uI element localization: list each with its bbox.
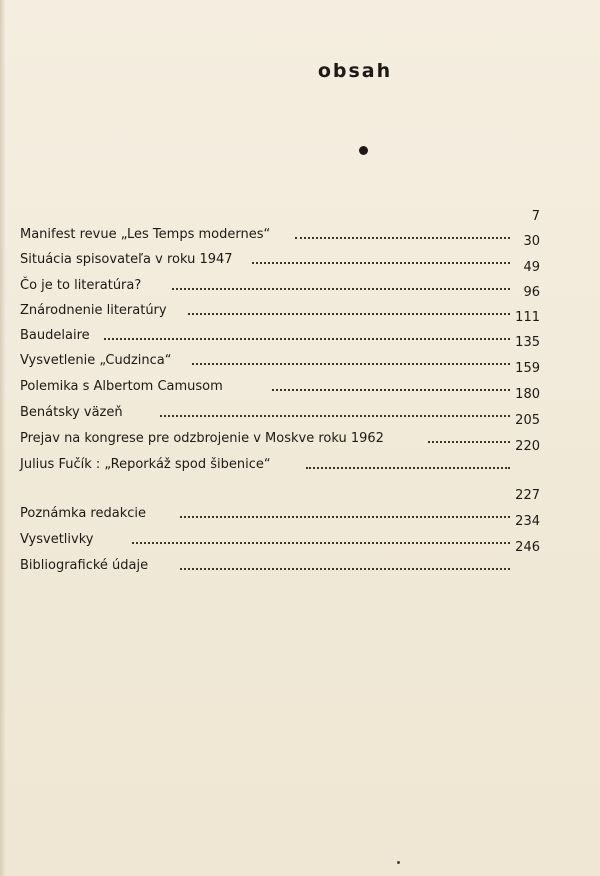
toc-entry-title: Vysvetlenie „Cudzinca“ bbox=[20, 353, 172, 368]
dot-leader bbox=[180, 568, 510, 570]
toc-entry-title: Manifest revue „Les Temps modernes“ bbox=[20, 227, 271, 242]
toc-entry-page: 7 bbox=[531, 209, 540, 224]
toc-entry-page: 49 bbox=[523, 260, 540, 275]
toc-entry-title: Situácia spisovateľa v roku 1947 bbox=[20, 252, 233, 267]
toc-entry-title: Znárodnenie literatúry bbox=[20, 303, 167, 318]
toc-entry-page: 180 bbox=[515, 387, 540, 402]
dot-leader bbox=[180, 516, 510, 518]
toc-entry-page: 220 bbox=[515, 439, 540, 454]
toc-entry-page: 159 bbox=[515, 361, 540, 376]
dot-leader bbox=[252, 262, 510, 264]
toc-entry-title: Poznámka redakcie bbox=[20, 506, 146, 521]
toc-entry-13 bbox=[20, 540, 540, 573]
toc-entry-page: 227 bbox=[515, 488, 540, 503]
toc-entry-page: 96 bbox=[523, 285, 540, 300]
toc-entry-10 bbox=[20, 439, 540, 472]
dot-leader bbox=[188, 313, 510, 315]
print-speck bbox=[397, 861, 400, 864]
toc-entry-page: 30 bbox=[523, 234, 540, 249]
dot-leader bbox=[306, 467, 510, 469]
toc-entry-page: 111 bbox=[515, 310, 540, 325]
toc-entry-page: 205 bbox=[515, 413, 540, 428]
dot-leader bbox=[295, 237, 510, 239]
toc-entry-title: Prejav na kongrese pre odzbrojenie v Moskve roku 1962 bbox=[20, 431, 384, 446]
toc-entry-title: Polemika s Albertom Camusom bbox=[20, 379, 223, 394]
toc-entry-page: 246 bbox=[515, 540, 540, 555]
toc-entry-12 bbox=[20, 514, 540, 547]
toc-entry-1 bbox=[20, 209, 540, 242]
toc-entry-title: Bibliografické údaje bbox=[20, 558, 149, 573]
toc-entry-9 bbox=[20, 413, 540, 446]
toc-entry-page: 135 bbox=[515, 335, 540, 350]
toc-entry-7 bbox=[20, 361, 540, 394]
dot-leader bbox=[132, 542, 510, 544]
dot-leader bbox=[104, 338, 510, 340]
toc-entry-title: Julius Fučík : „Reporkáž spod šibenice“ bbox=[20, 457, 271, 472]
toc-entry-title: Čo je to literatúra? bbox=[20, 278, 142, 293]
dot-leader bbox=[172, 288, 510, 290]
toc-entry-page: 234 bbox=[515, 514, 540, 529]
dot-leader bbox=[192, 363, 510, 365]
bullet-ornament bbox=[359, 146, 368, 155]
dot-leader bbox=[160, 415, 510, 417]
toc-entry-title: Baudelaire bbox=[20, 328, 90, 343]
toc-entry-11 bbox=[20, 488, 540, 521]
toc-entry-8 bbox=[20, 387, 540, 420]
toc-entry-title: Benátsky väzeň bbox=[20, 405, 123, 420]
page-edge bbox=[0, 0, 6, 876]
page-title: obsah bbox=[317, 60, 393, 82]
toc-entry-3 bbox=[20, 260, 540, 293]
toc-entry-title: Vysvetlivky bbox=[20, 532, 94, 547]
dot-leader bbox=[272, 389, 510, 391]
dot-leader bbox=[428, 441, 510, 443]
